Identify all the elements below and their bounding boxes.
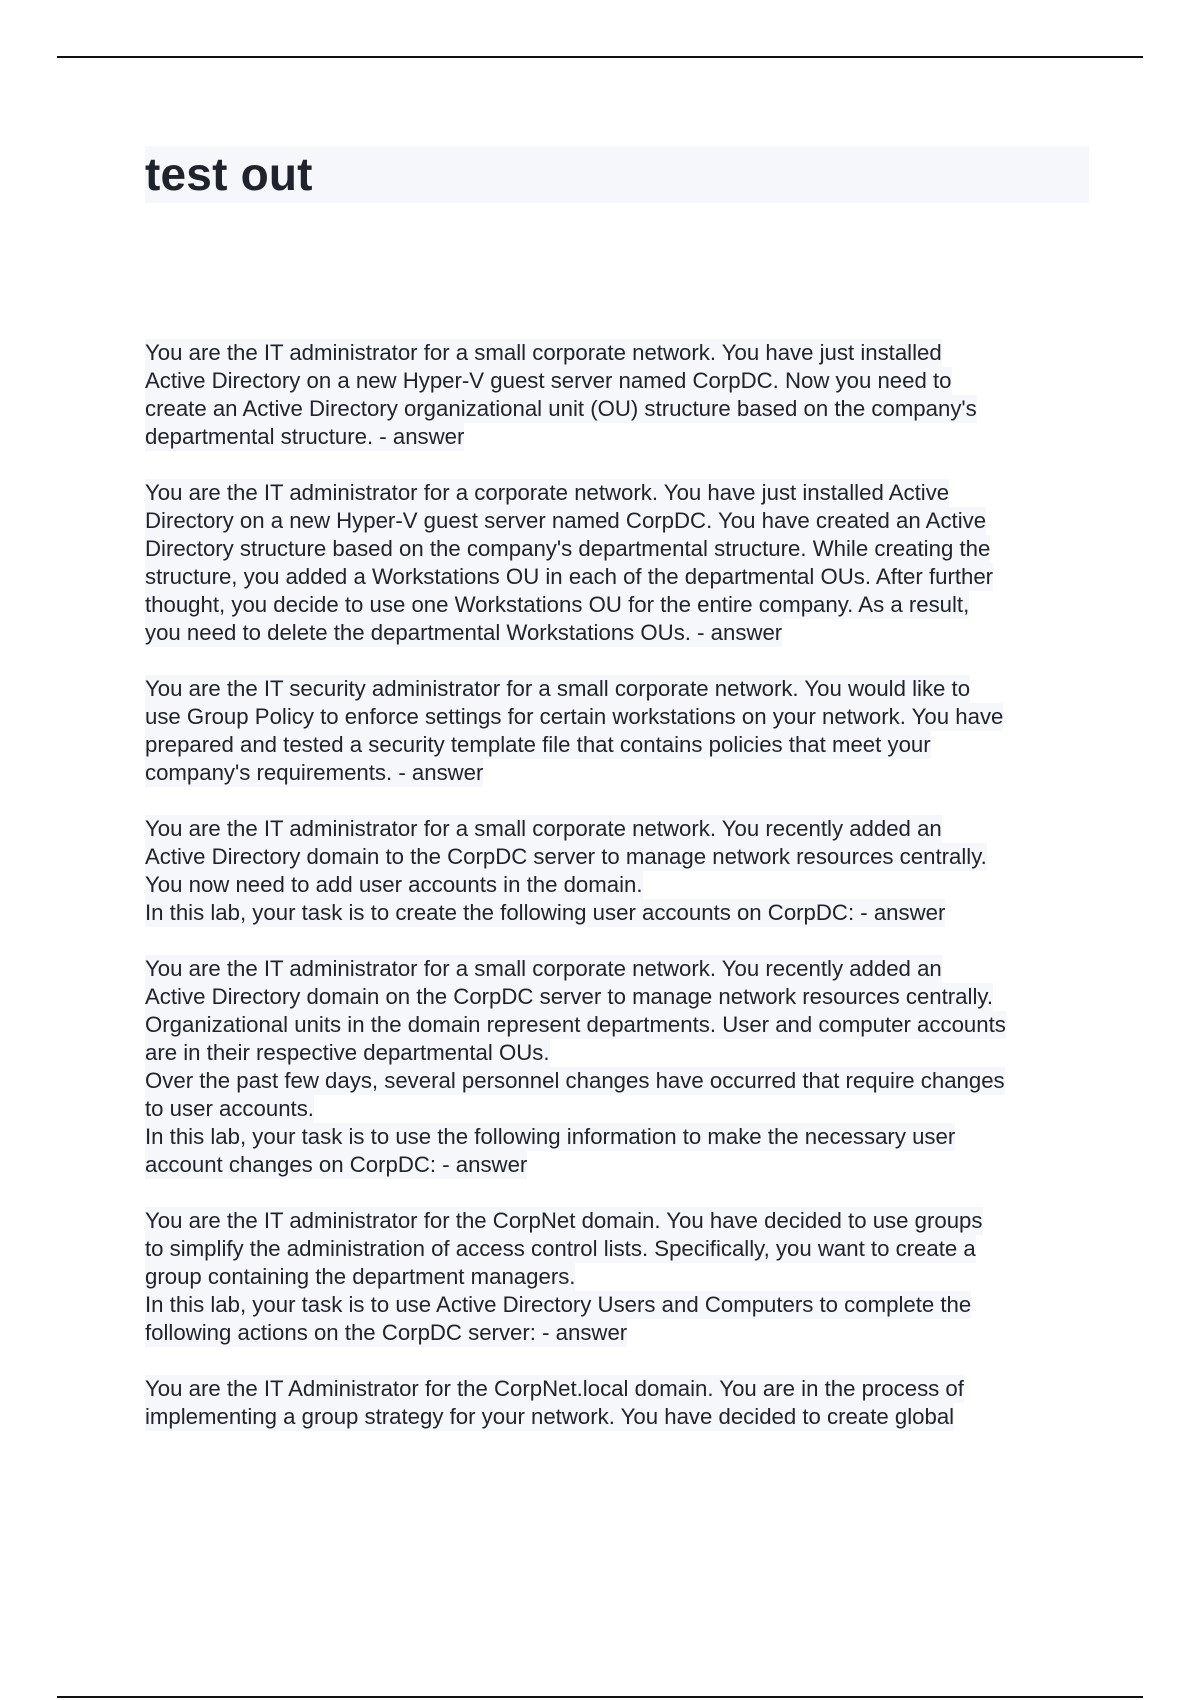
question-text-line: Over the past few days, several personnel changes have occurred that require changes <box>145 1068 1005 1093</box>
question-text-line: use Group Policy to enforce settings for certain workstations on your network. You have <box>145 704 1004 729</box>
question-text-line: account changes on CorpDC: - answer <box>145 1152 528 1177</box>
question-text-line: create an Active Directory organizational unit (OU) structure based on the company's <box>145 396 977 421</box>
question-text-line: structure, you added a Workstations OU in each of the departmental OUs. After further <box>145 564 994 589</box>
question-text-line: You are the IT Administrator for the CorpNet.local domain. You are in the process of <box>145 1376 964 1401</box>
question-list <box>145 339 1095 1459</box>
question-text-line: Active Directory domain to the CorpDC server to manage network resources centrally. <box>145 844 987 869</box>
question-text-line: company's requirements. - answer <box>145 760 484 785</box>
question-entry <box>145 339 1095 451</box>
question-entry <box>145 1375 1095 1431</box>
question-text-line: implementing a group strategy for your network. You have decided to create global <box>145 1404 955 1429</box>
question-text-line: departmental structure. - answer <box>145 424 465 449</box>
question-entry <box>145 675 1095 787</box>
question-text-line: You are the IT administrator for a corporate network. You have just installed Active <box>145 480 950 505</box>
question-text-line: Active Directory domain on the CorpDC server to manage network resources centrally. <box>145 984 993 1009</box>
question-entry <box>145 955 1095 1179</box>
page-title: test out <box>145 148 313 200</box>
question-text-line: Directory structure based on the company's departmental structure. While creating the <box>145 536 991 561</box>
question-text-line: following actions on the CorpDC server: - answer <box>145 1320 628 1345</box>
question-text-line: You now need to add user accounts in the domain. <box>145 872 643 897</box>
question-text-line: Active Directory on a new Hyper-V guest server named CorpDC. Now you need to <box>145 368 952 393</box>
question-text-line: You are the IT administrator for the CorpNet domain. You have decided to use groups <box>145 1208 983 1233</box>
question-text-line: You are the IT security administrator for a small corporate network. You would like to <box>145 676 971 701</box>
question-text-line: are in their respective departmental OUs. <box>145 1040 550 1065</box>
question-text-line: prepared and tested a security template file that contains policies that meet your <box>145 732 931 757</box>
question-text-line: In this lab, your task is to use the following information to make the necessary user <box>145 1124 956 1149</box>
bottom-rule <box>57 1696 1143 1698</box>
question-entry <box>145 1207 1095 1347</box>
question-text-line: In this lab, your task is to create the following user accounts on CorpDC: - answer <box>145 900 946 925</box>
top-rule <box>57 56 1143 58</box>
question-text-line: In this lab, your task is to use Active Directory Users and Computers to complete the <box>145 1292 972 1317</box>
question-text-line: You are the IT administrator for a small corporate network. You recently added an <box>145 816 942 841</box>
question-text-line: to user accounts. <box>145 1096 314 1121</box>
question-text-line: you need to delete the departmental Workstations OUs. - answer <box>145 620 783 645</box>
question-entry <box>145 479 1095 647</box>
question-text-line: You are the IT administrator for a small corporate network. You have just installed <box>145 340 942 365</box>
question-entry <box>145 815 1095 927</box>
question-text-line: You are the IT administrator for a small corporate network. You recently added an <box>145 956 942 981</box>
question-text-line: thought, you decide to use one Workstations OU for the entire company. As a result, <box>145 592 970 617</box>
question-text-line: Organizational units in the domain represent departments. User and computer accounts <box>145 1012 1006 1037</box>
question-text-line: to simplify the administration of access control lists. Specifically, you want to create a <box>145 1236 976 1261</box>
question-text-line: group containing the department managers. <box>145 1264 576 1289</box>
question-text-line: Directory on a new Hyper-V guest server named CorpDC. You have created an Active <box>145 508 987 533</box>
